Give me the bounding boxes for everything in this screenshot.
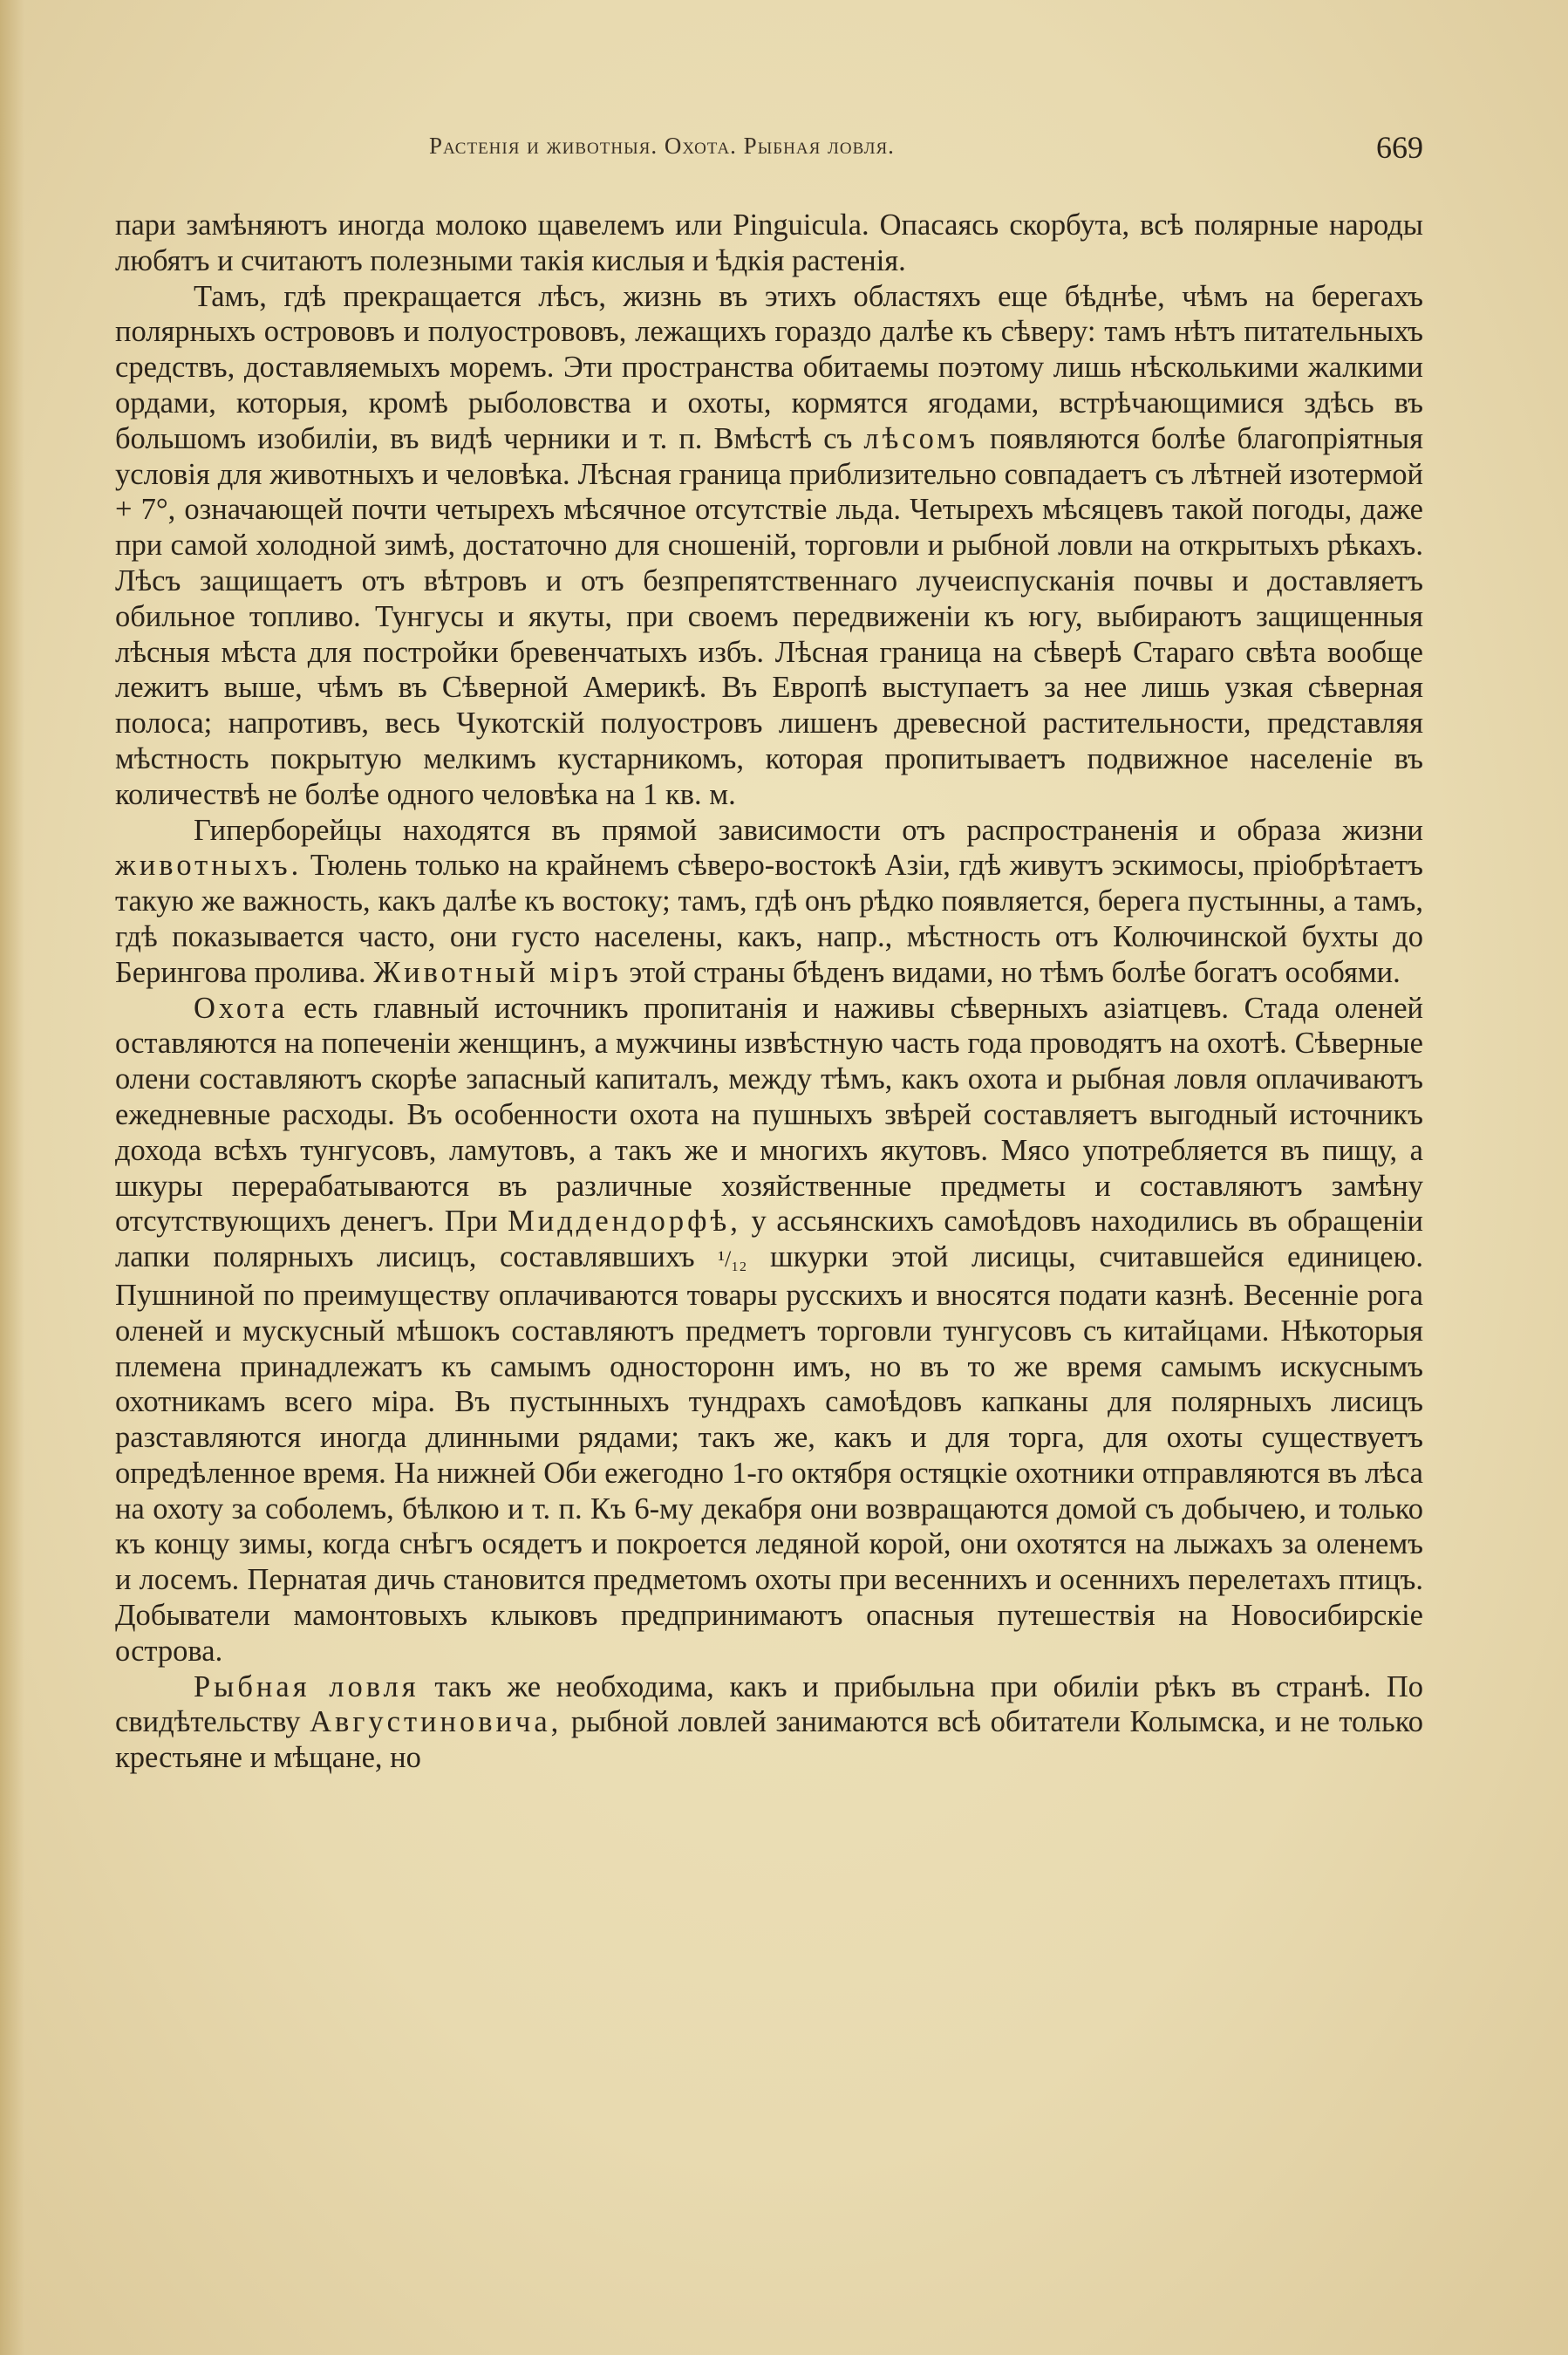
paragraph-text: Гиперборейцы находятся въ прямой зависимости отъ распространенія и образа жизни — [194, 813, 1423, 847]
paragraph-text: рыбной ловлей занимаются всѣ обитатели Колымска, и не только крестьяне и мѣщане, но — [115, 1705, 1423, 1775]
spaced-term: лѣсомъ — [863, 421, 978, 455]
page-number: 669 — [1376, 130, 1423, 165]
paragraph-text: шкурки этой лисицы, считавшейся единицею. Пушниной по преимуществу оплачиваются товары русскихъ и вносятся подати казнѣ. Весенніе рога оленей и мускусный мѣшокъ составляютъ предметъ торговли тунгусовъ съ китайцами. Нѣкоторыя племена принадлежатъ къ самымъ односторонн имъ, но въ то же время самымъ искуснымъ охотникамъ всего міра. Въ пустынныхъ тундрахъ самоѣдовъ капканы для полярныхъ лисицъ разставляются иногда длинными рядами; такъ же, какъ и для торга, для охоты существуетъ опредѣленное время. На нижней Оби ежегодно 1-го октября остяцкіе охотники отправляются въ лѣса на охоту за соболемъ, бѣлкою и т. п. Къ 6-му декабря они возвращаются домой съ добычею, и только къ концу зимы, когда снѣгъ осядетъ и покроется ледяной корой, они охотятся на лыжахъ за оленемъ и лосемъ. Пернатая дичь становится предметомъ охоты при весеннихъ и осеннихъ перелетахъ птицъ. Добыватели мамонтовыхъ клыковъ предпринимаютъ опасныя путешествія на Новосибирскіе острова. — [115, 1240, 1424, 1668]
spaced-term: Августиновича, — [310, 1705, 562, 1739]
paragraph-text: появляются болѣе благопріятныя условія для животныхъ и человѣка. Лѣсная граница приблизительно совпадаетъ съ лѣтней изотермой + 7°, означающей почти четырехъ мѣсячное отсутствіе льда. Четырехъ мѣсяцевъ такой погоды, даже при самой холодной зимѣ, достаточно для сношеній, торговли и рыбной ловли на открытыхъ рѣкахъ. Лѣсъ защищаетъ отъ вѣтровъ и отъ безпрепятственнаго лучеиспусканія почвы и доставляетъ обильное топливо. Тунгусы и якуты, при своемъ передвиженіи къ югу, выбираютъ защищенныя лѣсныя мѣста для постройки бревенчатыхъ избъ. Лѣсная граница на сѣверѣ Стараго свѣта вообще лежитъ выше, чѣмъ въ Сѣверной Америкѣ. Въ Европѣ выступаетъ за нее лишь узкая сѣверная полоса; напротивъ, весь Чукотскій полуостровъ лишенъ древесной растительности, представляя мѣстность покрытую мелкимъ кустарникомъ, которая пропитываетъ подвижное населеніе въ количествѣ не болѣе одного человѣка на 1 кв. м. — [115, 421, 1424, 811]
paragraph-text: этой страны бѣденъ видами, но тѣмъ болѣе богатъ особями. — [629, 955, 1401, 989]
running-head: Растенія и животныя. Охота. Рыбная ловля. — [429, 133, 895, 159]
page-header — [115, 130, 1423, 176]
page-edge-shadow — [0, 0, 24, 2355]
body-text — [115, 208, 1423, 1776]
spaced-term: Животный міръ — [373, 955, 622, 989]
fraction: ¹/₁₂ — [718, 1246, 747, 1273]
paragraph-text: у ассьянскихъ самоѣдовъ находились въ обращеніи лапки полярныхъ лисицъ, составлявшихъ — [115, 1205, 1424, 1274]
paragraph-5 — [115, 1669, 1423, 1776]
paragraph-text: есть главный источникъ пропитанія и наживы сѣверныхъ азіатцевъ. Стада оленей оставляются на попеченіи женщинъ, а мужчины извѣстную часть года проводятъ на охотѣ. Сѣверные олени составляютъ скорѣе запасный капиталъ, между тѣмъ, какъ охота и рыбная ловля оплачиваютъ ежедневные расходы. Въ особенности охота на пушныхъ звѣрей составляетъ выгодный источникъ дохода всѣхъ тунгусовъ, ламутовъ, а такъ же и многихъ якутовъ. Мясо употребляется въ пищу, а шкуры перерабатываются въ различные хозяйственные предметы и составляютъ замѣну отсутствующихъ денегъ. При — [115, 991, 1423, 1239]
spaced-term: Рыбная ловля — [194, 1669, 419, 1703]
spaced-term: Миддендорфѣ, — [508, 1205, 741, 1239]
spaced-term: животныхъ. — [115, 849, 303, 883]
paragraph-text: Тамъ, гдѣ прекращается лѣсъ, жизнь въ этихъ областяхъ еще бѣднѣе, чѣмъ на берегахъ полярныхъ острововъ и полуострововъ, лежащихъ гораздо далѣе къ сѣверу: тамъ нѣтъ питательныхъ средствъ, доставляемыхъ моремъ. Эти пространства обитаемы поэтому лишь нѣсколькими жалкими ордами, которыя, кромѣ рыболовства и охоты, кормятся ягодами, встрѣчающимися здѣсь въ большомъ изобиліи, въ видѣ черники и т. п. Вмѣстѣ съ — [115, 279, 1423, 455]
paragraph-1 — [115, 208, 1423, 279]
paragraph-text: такъ же необходима, какъ и прибыльна при обиліи рѣкъ въ странѣ. По свидѣтельству — [115, 1669, 1423, 1739]
paragraph-2 — [115, 279, 1423, 813]
paragraph-text: Тюлень только на крайнемъ сѣверо-востокѣ Азіи, гдѣ живутъ эскимосы, пріобрѣтаетъ такую же важность, какъ далѣе къ востоку; тамъ, гдѣ онъ рѣдко появляется, берега пустынны, а тамъ, гдѣ показывается часто, они густо населены, какъ, напр., мѣстность отъ Колючинской бухты до Берингова пролива. — [115, 849, 1423, 989]
spaced-term: Охота — [194, 991, 289, 1025]
paragraph-3 — [115, 813, 1423, 991]
paragraph-4 — [115, 991, 1423, 1669]
paragraph-text: пари замѣняютъ иногда молоко щавелемъ или Pinguicula. Опасаясь скорбута, всѣ полярные народы любятъ и считаютъ полезными такія кислыя и ѣдкія растенія. — [115, 208, 1423, 277]
